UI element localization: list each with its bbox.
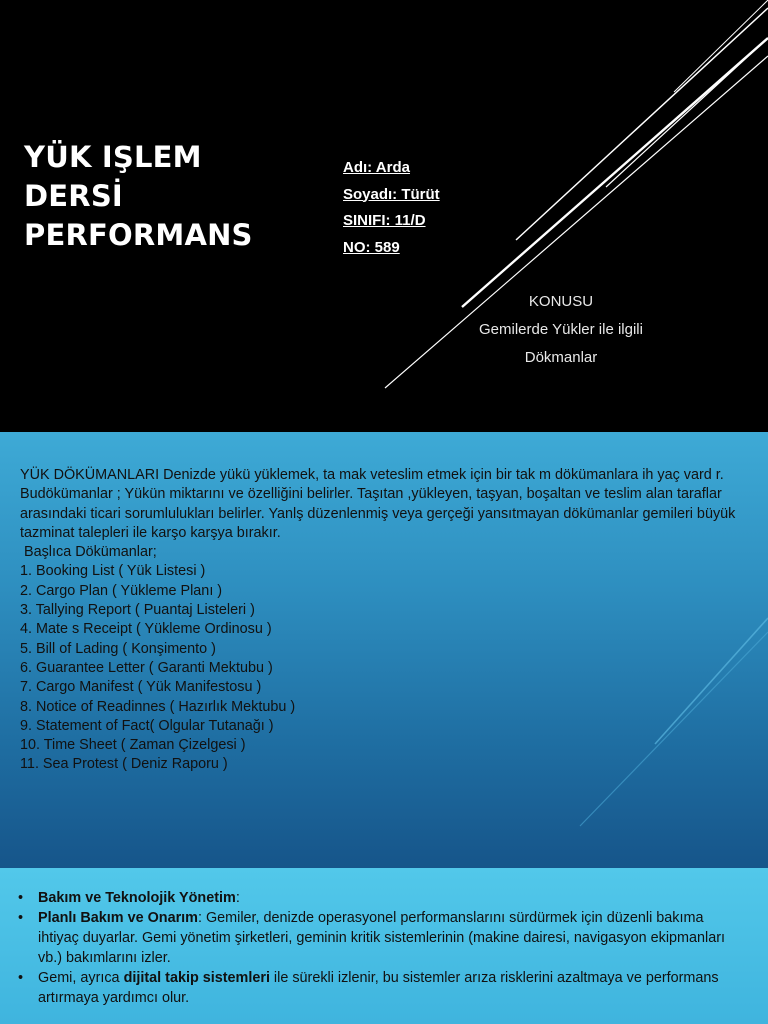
topic-line-1: Gemilerde Yükler ile ilgili: [479, 321, 643, 338]
title-line-3: PERFORMANS: [24, 218, 253, 252]
maintenance-slide: [0, 868, 768, 1024]
bullet-1-bold: Bakım ve Teknolojik Yönetim: [38, 890, 236, 906]
bullet-3-text: ile sürekli izlenir, bu sistemler arıza risklerini azaltmaya ve performans artırmaya yardımcı olur.: [38, 970, 719, 1006]
list-item: 9. Statement of Fact( Olgular Tutanağı ): [20, 717, 274, 734]
deco-line-4: [606, 38, 768, 187]
documents-slide: [0, 432, 768, 868]
list-item: 3. Tallying Report ( Puantaj Listeleri ): [20, 602, 255, 619]
bullet-2-bold: Planlı Bakım ve Onarım: [38, 910, 198, 926]
list-item: 10. Time Sheet ( Zaman Çizelgesi ): [20, 737, 246, 754]
student-name: Adı: Arda: [343, 159, 410, 176]
list-item: 1. Booking List ( Yük Listesi ): [20, 563, 206, 580]
documents-text: [20, 466, 750, 775]
list-item: 5. Bill of Lading ( Konşimento ): [20, 640, 216, 657]
bullet-item: [18, 968, 738, 1008]
bullet-icon: •: [18, 970, 24, 986]
student-info: [343, 155, 440, 261]
list-item: 6. Guarantee Letter ( Garanti Mektubu ): [20, 659, 273, 676]
bullet-icon: •: [18, 890, 24, 906]
bullet-3-bold: dijital takip sistemleri: [123, 970, 270, 986]
student-class: SINIFI: 11/D: [343, 212, 426, 229]
topic-line-2: Dökmanlar: [524, 349, 598, 366]
documents-list: [20, 562, 750, 774]
title-slide: [0, 0, 768, 432]
student-number: NO: 589: [343, 238, 400, 256]
topic-heading: KONUSU: [528, 293, 594, 310]
bullet-2-text: : Gemiler, denizde operasyonel performanslarını sürdürmek için düzenli bakıma ihtiyaç duyarlar. Gemi yönetim şirketleri, geminin kritik sistemlerinin (makine dairesi, navigasyon ekipmanları vb.) bakımlarını izler.: [38, 910, 726, 966]
list-item: 7. Cargo Manifest ( Yük Manifestosu ): [20, 679, 262, 696]
intro-paragraph: YÜK DÖKÜMANLARI Denizde yükü yüklemek, ta mak veteslim etmek için bir tak m dökümanlara ih yaç vard r. Budökümanlar ; Yükün miktarını ve özelliğini belirler. Taşıtan ,yükleyen, taşyan, boşaltan ve teslim alan taraflar arasındaki ticari sorumlulukları belirler. Yanlş düzenlenmiş veya gerçeği yansıtmayan dökümanlar gemileri büyük tazminat talepleri ile karşo karşya bırakır.: [20, 467, 736, 541]
bullet-icon: •: [18, 910, 24, 926]
title-line-2: DERSİ: [24, 179, 123, 213]
bullet-1-text: :: [235, 890, 240, 906]
list-item: 11. Sea Protest ( Deniz Raporu ): [20, 756, 228, 773]
slide-title: [24, 138, 253, 255]
bullet-item: [18, 888, 738, 908]
bullet-item: [18, 908, 738, 968]
topic-block: [470, 288, 652, 372]
deco-line-3: [516, 8, 768, 240]
student-surname: Soyadı: Türüt: [343, 185, 440, 203]
title-line-1: YÜK IŞLEM: [24, 140, 202, 174]
list-item: 8. Notice of Readinnes ( Hazırlık Mektubu ): [20, 698, 296, 715]
list-item: 4. Mate s Receipt ( Yükleme Ordinosu ): [20, 621, 272, 638]
deco-line-2: [462, 38, 768, 307]
bullet-3-start: Gemi, ayrıca: [38, 970, 124, 986]
list-item: 2. Cargo Plan ( Yükleme Planı ): [20, 582, 223, 599]
maintenance-text: [18, 888, 738, 1008]
list-heading: Başlıca Dökümanlar;: [24, 544, 157, 561]
